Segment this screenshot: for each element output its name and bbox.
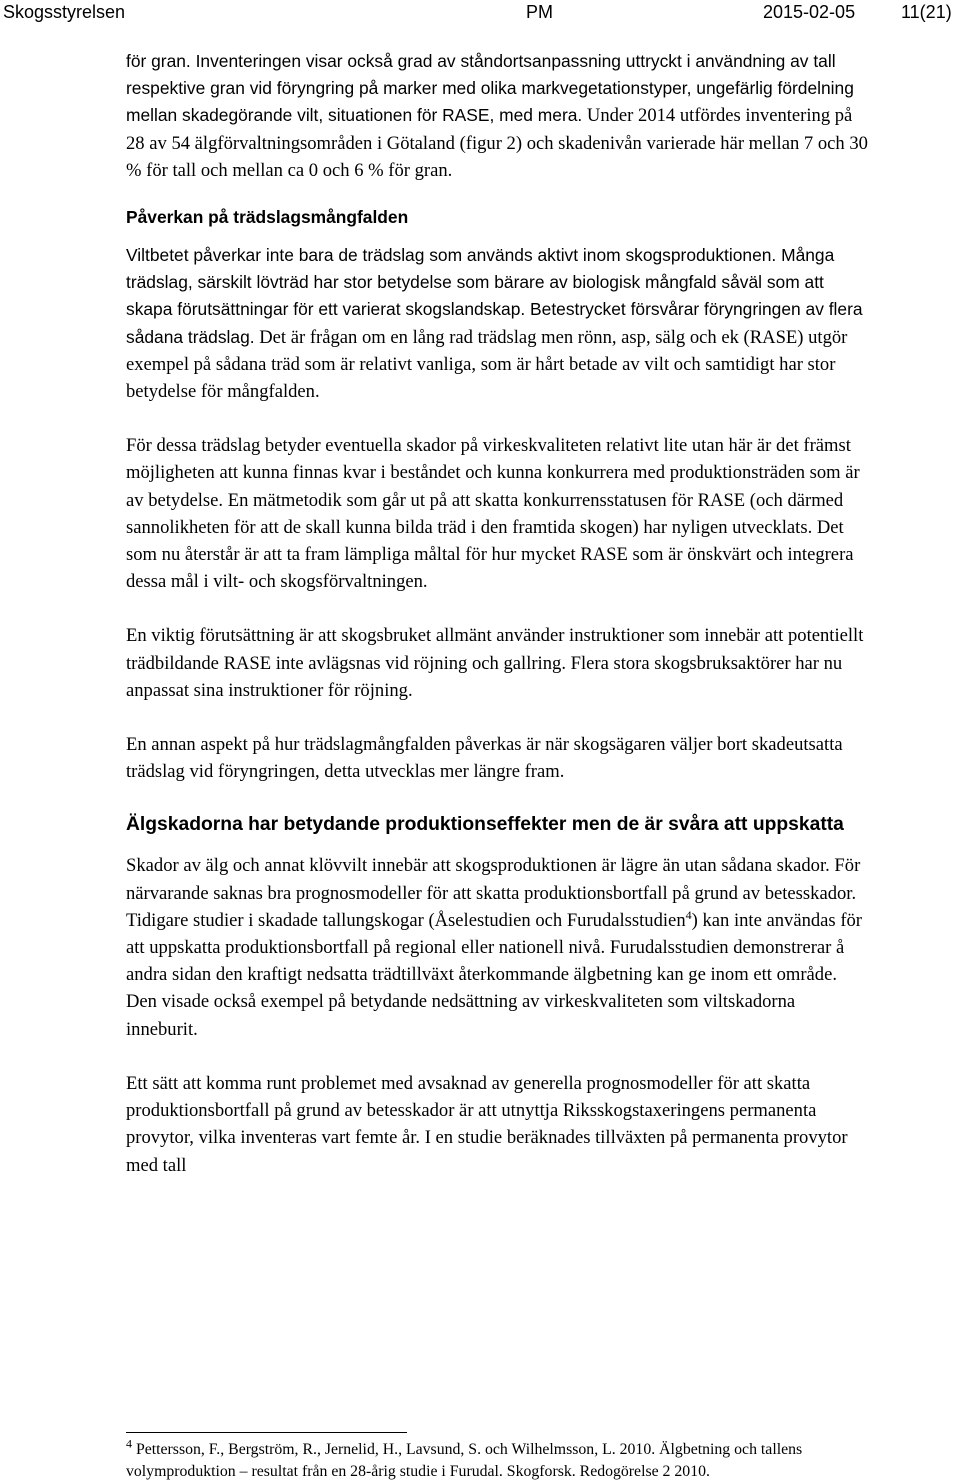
spacer xyxy=(126,837,870,852)
spacer xyxy=(126,1043,870,1070)
spacer xyxy=(126,405,870,432)
paragraph-browsing-impact xyxy=(126,242,870,405)
header-document-type: PM xyxy=(526,2,553,22)
paragraph-rase-measurement: För dessa trädslag betyder eventuella skador på virkeskvaliteten relativt lite utan här är det främst möjligheten att kunna finnas kvar i beståndet och kunna konkurrera med produktionsträden som är av betydelse. En mätmetodik som går ut på att skatta konkurrensstatusen för RASE (och därmed sannolikheten för att de skall kunna bilda träd i den framtida skogen) har nyligen utvecklats. Det som nu återstår är att ta fram lämpliga måltal för hur mycket RASE som är önskvärt och integrera dessa mål i vilt- och skogsförvaltningen. xyxy=(126,435,860,593)
paragraph-species-choice: En annan aspekt på hur trädslagmångfalden påverkas är när skogsägaren väljer bort skadeutsatta trädslag vid föryngringen, detta utvecklas mer längre fram. xyxy=(126,734,843,783)
spacer xyxy=(126,595,870,622)
footnote-reference[interactable]: 4 xyxy=(685,907,692,922)
header-organization: Skogsstyrelsen xyxy=(3,2,126,22)
spacer xyxy=(126,704,870,731)
footnote-number: 4 xyxy=(126,1436,132,1451)
paragraph-moose-damage xyxy=(126,852,870,1042)
section-heading-production-effects: Älgskadorna har betydande produktionseffekter men de är svåra att uppskatta xyxy=(126,814,844,836)
paragraph-instructions: En viktig förutsättning är att skogsbruket allmänt använder instruktioner som innebär att potentiellt trädbildande RASE inte avlägsnas vid röjning och gallring. Flera stora skogsbruksaktörer har nu anpassat sina instruktioner för röjning. xyxy=(126,625,864,701)
footnote xyxy=(126,1436,886,1482)
header-page-number: 11(21) xyxy=(901,2,952,22)
paragraph-moose-damage-part-b: ) kan inte användas för att uppskatta produktionsbortfall på regional eller nationell nivå. Furudalsstudien demonstrerar å andra sidan den kraftigt nedsatta trädtillväxt återkommande älgbetning kan ge inom ett område. Den visade också exempel på betydande nedsättning av virkeskvaliteten som viltskadorna inneburit. xyxy=(126,909,863,1040)
section-heading-tree-diversity: Påverkan på trädslagsmångfalden xyxy=(126,207,409,228)
paragraph-intro-serif-part: Under 2014 utfördes inventering på 28 av 54 älgförvaltningsområden i Götaland (figur 2) och skadenivån varierade här mellan 7 och 30 % för tall och mellan ca 0 och 6 % för gran. xyxy=(126,105,868,181)
spacer xyxy=(126,184,870,204)
footnote-text: Pettersson, F., Bergström, R., Jernelid, H., Lavsund, S. och Wilhelmsson, L. 2010. Älgbetning och tallens volymproduktion – resultat från en 28-årig studie i Furudal. Skogforsk. Redogörelse 2 2010. xyxy=(126,1441,803,1480)
document-body xyxy=(126,48,870,1179)
spacer xyxy=(126,785,870,812)
spacer xyxy=(126,230,870,242)
paragraph-moose-damage-part-a: Skador av älg och annat klövvilt innebär att skogsproduktionen är lägre än utan sådana skador. För närvarande saknas bra prognosmodeller för att skatta produktionsbortfall på grund av betesskador. Tidigare studier i skadade tallungskogar (Åselestudien och Furudalsstudien xyxy=(126,855,861,931)
paragraph-intro xyxy=(126,48,870,184)
page-header xyxy=(0,0,960,26)
footnote-divider xyxy=(126,1432,407,1433)
paragraph-browsing-impact-serif-part: Det är frågan om en lång rad trädslag men rönn, asp, sälg och ek (RASE) utgör exempel på sådana träd som är relativt vanliga, som är hårt betade av vilt och samtidigt har stor betydelse för mångfalden. xyxy=(126,326,848,403)
header-date: 2015-02-05 xyxy=(763,2,856,22)
paragraph-intro-sans-part: för gran. Inventeringen visar också grad av ståndortsanpassning uttryckt i användning av tall respektive gran vid föryngring på marker med olika markvegetationstyper, ungefärlig fördelning mellan skadegörande vilt, situationen för RASE, med mera. xyxy=(126,51,854,126)
paragraph-forest-inventory: Ett sätt att komma runt problemet med avsaknad av generella prognosmodeller för att skatta produktionsbortfall på grund av betesskador är att utnyttja Riksskogstaxeringens permanenta provytor, vilka inventeras vart femte år. I en studie beräknades tillväxten på permanenta provytor med tall xyxy=(126,1072,848,1176)
paragraph-browsing-impact-sans-part: Viltbetet påverkar inte bara de trädslag som används aktivt inom skogsproduktionen. Många trädslag, särskilt lövträd har stor betydelse som bärare av biologisk mångfald såväl som att skapa förutsättningar för ett varierat skogslandskap. Betestrycket försvårar föryngringen av flera sådana trädslag. xyxy=(126,245,863,347)
